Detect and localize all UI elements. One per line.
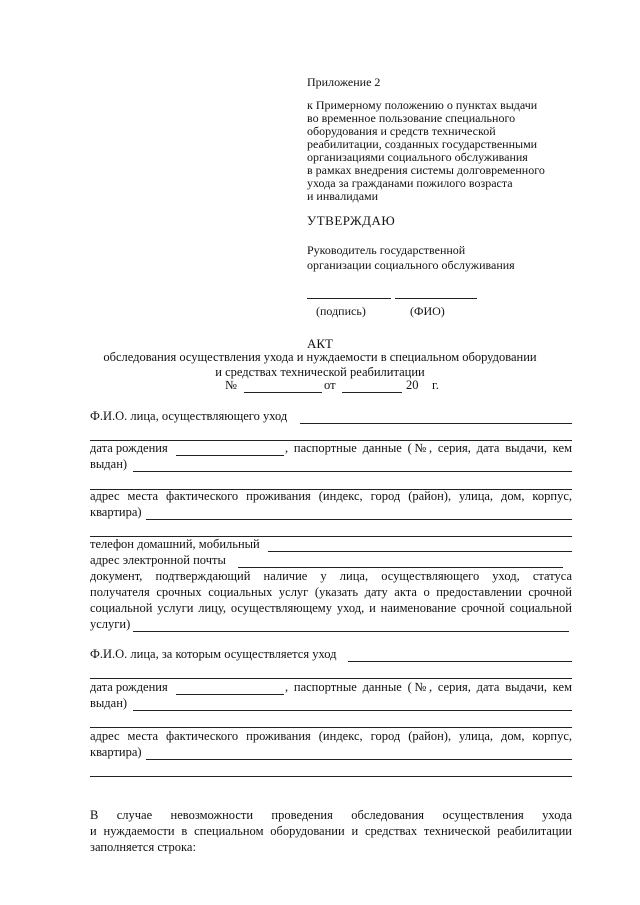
caregiver-address-label: адрес места фактического проживания (индекс, город (район), улица, дом, корпус, [90, 489, 572, 503]
head-line: Руководитель государственной [307, 243, 466, 257]
caregiver-address-field[interactable] [146, 519, 572, 520]
reference-line: реабилитации, созданных государственными [307, 137, 538, 151]
from-label: от [324, 378, 336, 392]
signature-line[interactable] [307, 298, 391, 299]
reference-line: ухода за гражданами пожилого возраста [307, 176, 513, 190]
caregiver-document-line: получателя срочных социальных услуг (указать дату акта о предоставлении срочной [90, 585, 572, 599]
year-label: 20 [406, 378, 419, 392]
recipient-fio-field-cont[interactable] [90, 678, 572, 679]
recipient-passport-label: , паспортные данные (№, серия, дата выдачи, кем [285, 680, 572, 694]
recipient-address-field-cont[interactable] [90, 776, 572, 777]
caregiver-document-field[interactable] [133, 631, 569, 632]
reference-line: во временное пользование специального [307, 111, 516, 125]
caregiver-fio-label: Ф.И.О. лица, осуществляющего уход [90, 409, 288, 423]
act-number-field[interactable] [244, 392, 322, 393]
act-title: АКТ [307, 336, 333, 351]
signature-caption: (подпись) [316, 304, 366, 318]
reference-line: оборудования и средств технической [307, 124, 496, 138]
reference-line: к Примерному положению о пунктах выдачи [307, 98, 538, 112]
caregiver-birth-field[interactable] [176, 455, 284, 456]
caregiver-fio-field[interactable] [300, 423, 572, 424]
fio-caption: (ФИО) [410, 304, 445, 318]
caregiver-passport-label: , паспортные данные (№, серия, дата выдачи, кем [285, 441, 572, 455]
caregiver-issued-label: выдан) [90, 457, 128, 471]
footer-line: и нуждаемости в специальном оборудовании и средствах технической реабилитации [90, 824, 572, 838]
act-date-field[interactable] [342, 392, 402, 393]
head-line: организации социального обслуживания [307, 258, 515, 272]
caregiver-email-label: адрес электронной почты [90, 553, 226, 567]
act-subtitle: обследования осуществления ухода и нуждаемости в специальном оборудовании [103, 350, 537, 364]
caregiver-document-last: услуги) [90, 617, 131, 631]
fio-line[interactable] [395, 298, 477, 299]
recipient-apartment-label: квартира) [90, 745, 142, 759]
recipient-birth-field[interactable] [176, 694, 284, 695]
caregiver-document-line: социальной услуги лицу, осуществляющему уход, и наименование срочной социальной [90, 601, 572, 615]
year-suffix: г. [432, 378, 439, 392]
footer-line: В случае невозможности проведения обследования осуществления ухода [90, 808, 572, 822]
caregiver-email-field[interactable] [238, 567, 563, 568]
appendix-label: Приложение 2 [307, 75, 381, 89]
caregiver-birth-label: дата рождения [90, 441, 168, 455]
recipient-fio-field[interactable] [348, 661, 572, 662]
approval-block [307, 76, 545, 203]
recipient-birth-label: дата рождения [90, 680, 168, 694]
number-label: № [225, 378, 237, 392]
recipient-issued-label: выдан) [90, 696, 128, 710]
caregiver-passport-field[interactable] [133, 471, 572, 472]
recipient-passport-field[interactable] [133, 710, 572, 711]
approve-label: УТВЕРЖДАЮ [307, 213, 396, 228]
reference-line: организациями социального обслуживания [307, 150, 528, 164]
reference-line: и инвалидами [307, 189, 379, 203]
act-subtitle: и средствах технической реабилитации [215, 365, 425, 379]
reference-line: в рамках внедрения системы долговременного [307, 163, 545, 177]
caregiver-phone-label: телефон домашний, мобильный [90, 537, 260, 551]
recipient-address-label: адрес места фактического проживания (индекс, город (район), улица, дом, корпус, [90, 729, 572, 743]
caregiver-document-line: документ, подтверждающий наличие у лица, осуществляющего уход, статуса [90, 569, 572, 583]
footer-last-line: заполняется строка: [90, 840, 196, 854]
caregiver-apartment-label: квартира) [90, 505, 142, 519]
caregiver-phone-field[interactable] [268, 551, 572, 552]
recipient-address-field[interactable] [146, 759, 572, 760]
recipient-fio-label: Ф.И.О. лица, за которым осуществляется уход [90, 647, 337, 661]
recipient-passport-field-cont[interactable] [90, 727, 572, 728]
